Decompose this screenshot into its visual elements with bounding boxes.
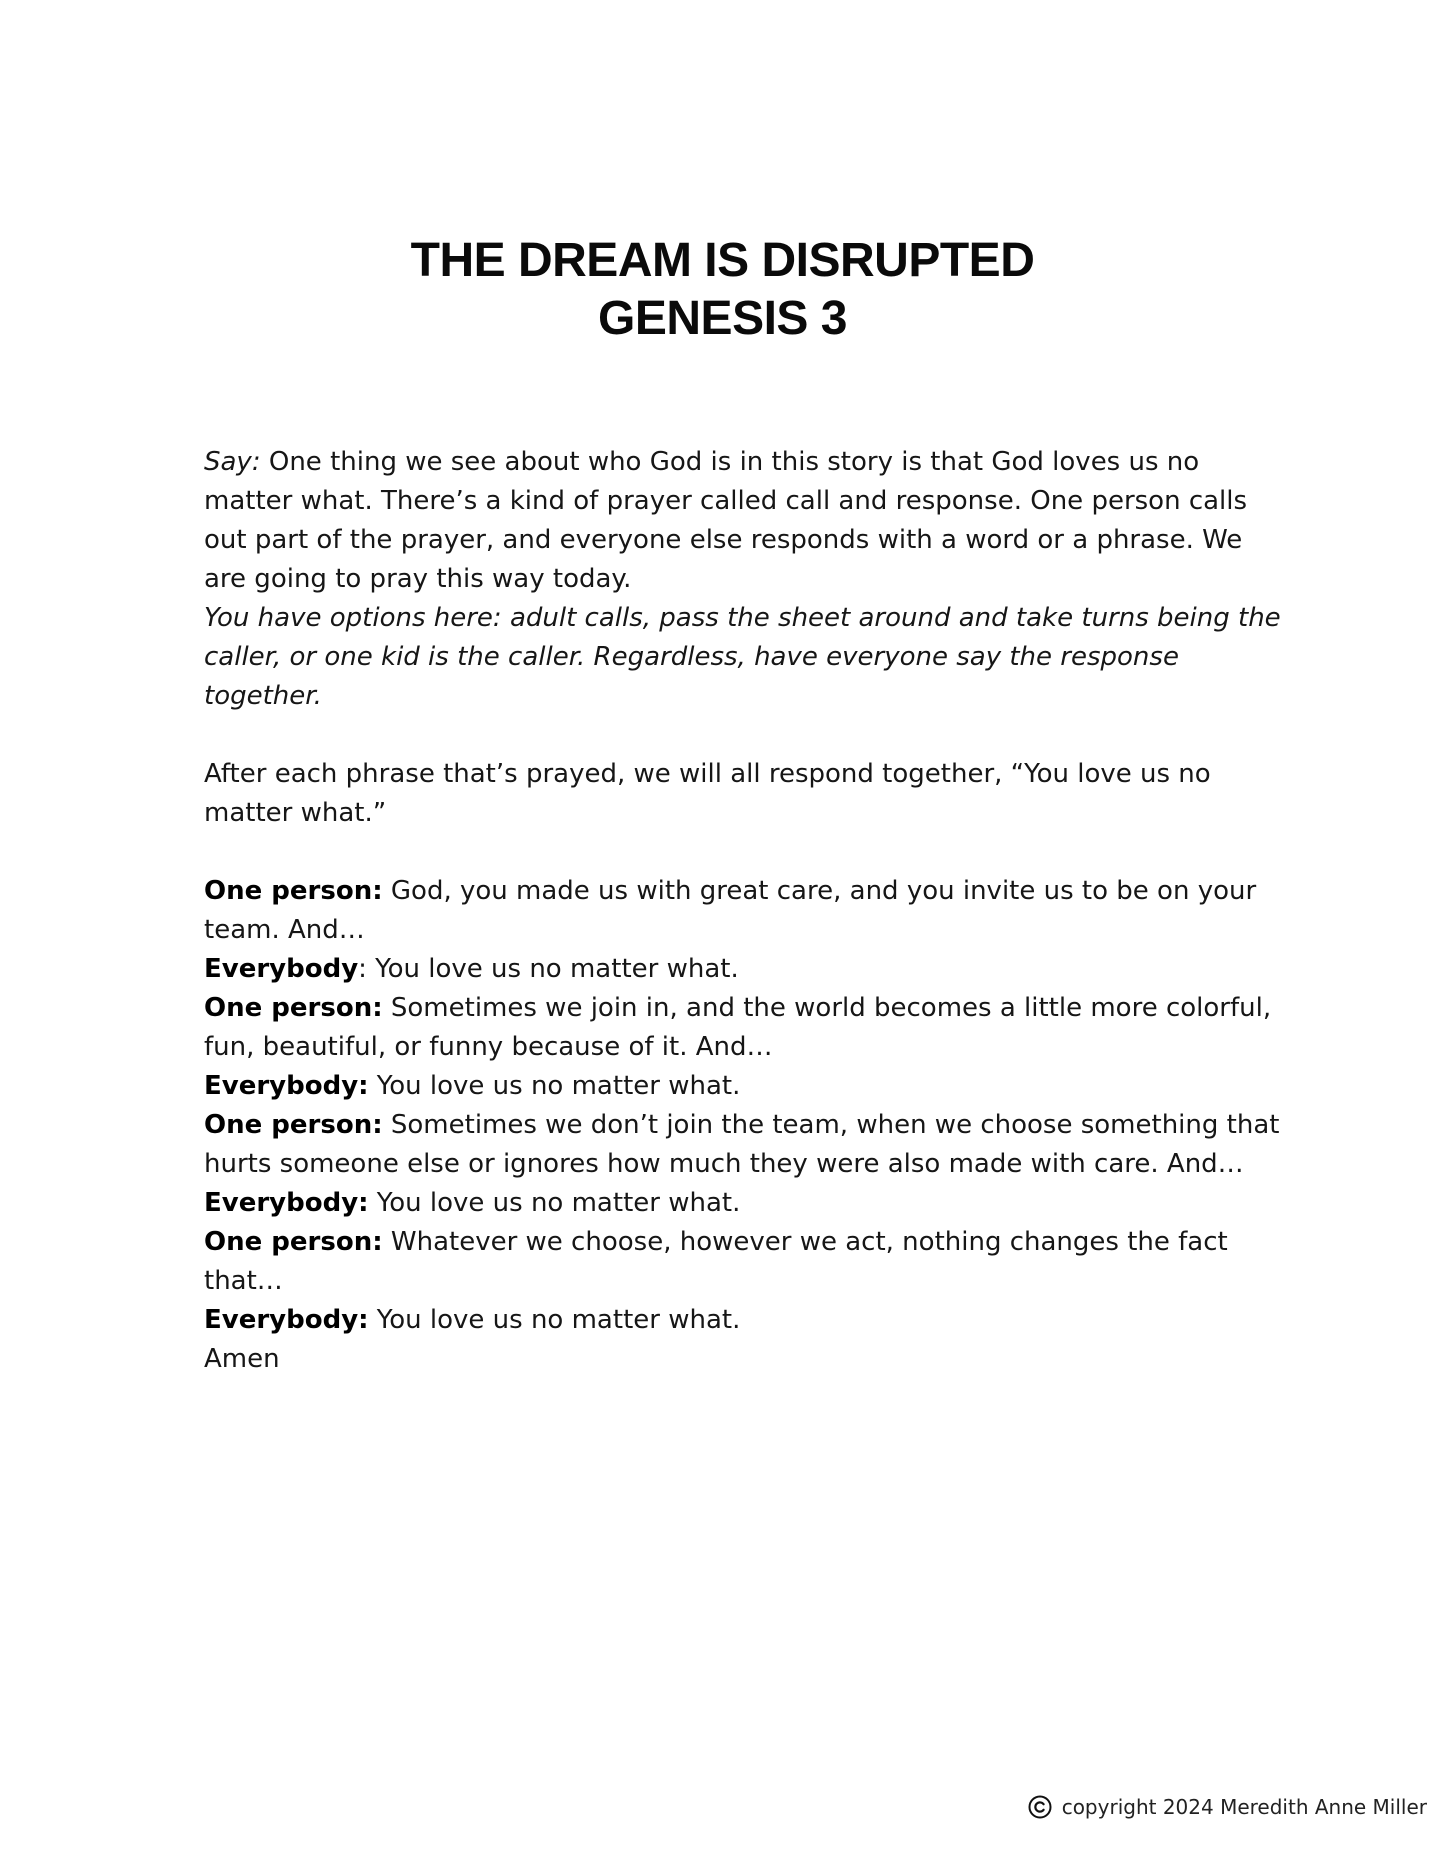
prayer-text: God, you made us with great care, and you invite us to be on your team. And… — [204, 876, 1257, 945]
prayer-text: You love us no matter what. — [368, 1188, 741, 1218]
intro-paragraph — [204, 443, 1284, 599]
prayer-line — [204, 1106, 1284, 1184]
prayer-line — [204, 872, 1284, 950]
say-text: One thing we see about who God is in this story is that God loves us no matter what. There’s a kind of prayer called call and response. One person calls out part of the prayer, and everyone else responds with a word or a phrase. We are going to pray this way today. — [204, 447, 1248, 594]
prayer-line — [204, 1223, 1284, 1301]
document-title — [0, 232, 1445, 348]
speaker-label: One person: — [204, 993, 383, 1023]
prayer-line — [204, 1301, 1284, 1340]
prayer-line — [204, 1067, 1284, 1106]
title-line-1: THE DREAM IS DISRUPTED — [410, 234, 1035, 287]
prayer-text: Whatever we choose, however we act, nothing changes the fact that… — [204, 1227, 1228, 1296]
prayer-line — [204, 1184, 1284, 1223]
speaker-label: One person: — [204, 876, 383, 906]
prayer-text: You love us no matter what. — [366, 954, 739, 984]
response-note: After each phrase that’s prayed, we will all respond together, “You love us no matter what.” — [204, 759, 1211, 828]
speaker-label: Everybody: — [204, 1305, 369, 1335]
prayer-text: You love us no matter what. — [368, 1071, 741, 1101]
closing-amen: Amen — [204, 1344, 280, 1374]
title-line-2: GENESIS 3 — [598, 292, 847, 345]
speaker-separator: : — [358, 954, 367, 984]
copyright-text: copyright 2024 Meredith Anne Miller — [1061, 1795, 1427, 1819]
speaker-label: Everybody: — [204, 1071, 369, 1101]
speaker-label: Everybody: — [204, 1188, 369, 1218]
speaker-label: One person: — [204, 1227, 383, 1257]
leader-instructions: You have options here: adult calls, pass the sheet around and take turns being the caller, or one kid is the caller. Regardless, have everyone say the response together. — [204, 603, 1281, 711]
copyright-footer — [1028, 1795, 1427, 1819]
copyright-icon — [1028, 1795, 1052, 1819]
document-body — [204, 443, 1284, 1379]
prayer-line — [204, 950, 1284, 989]
say-label: Say: — [204, 447, 261, 477]
prayer-line — [204, 989, 1284, 1067]
speaker-label: Everybody — [204, 954, 359, 984]
speaker-label: One person: — [204, 1110, 383, 1140]
prayer-text: You love us no matter what. — [368, 1305, 741, 1335]
prayer-text: Sometimes we don’t join the team, when we choose something that hurts someone else or ignores how much they were also made with care. And… — [204, 1110, 1280, 1179]
prayer-text: Sometimes we join in, and the world becomes a little more colorful, fun, beautiful, or funny because of it. And… — [204, 993, 1272, 1062]
